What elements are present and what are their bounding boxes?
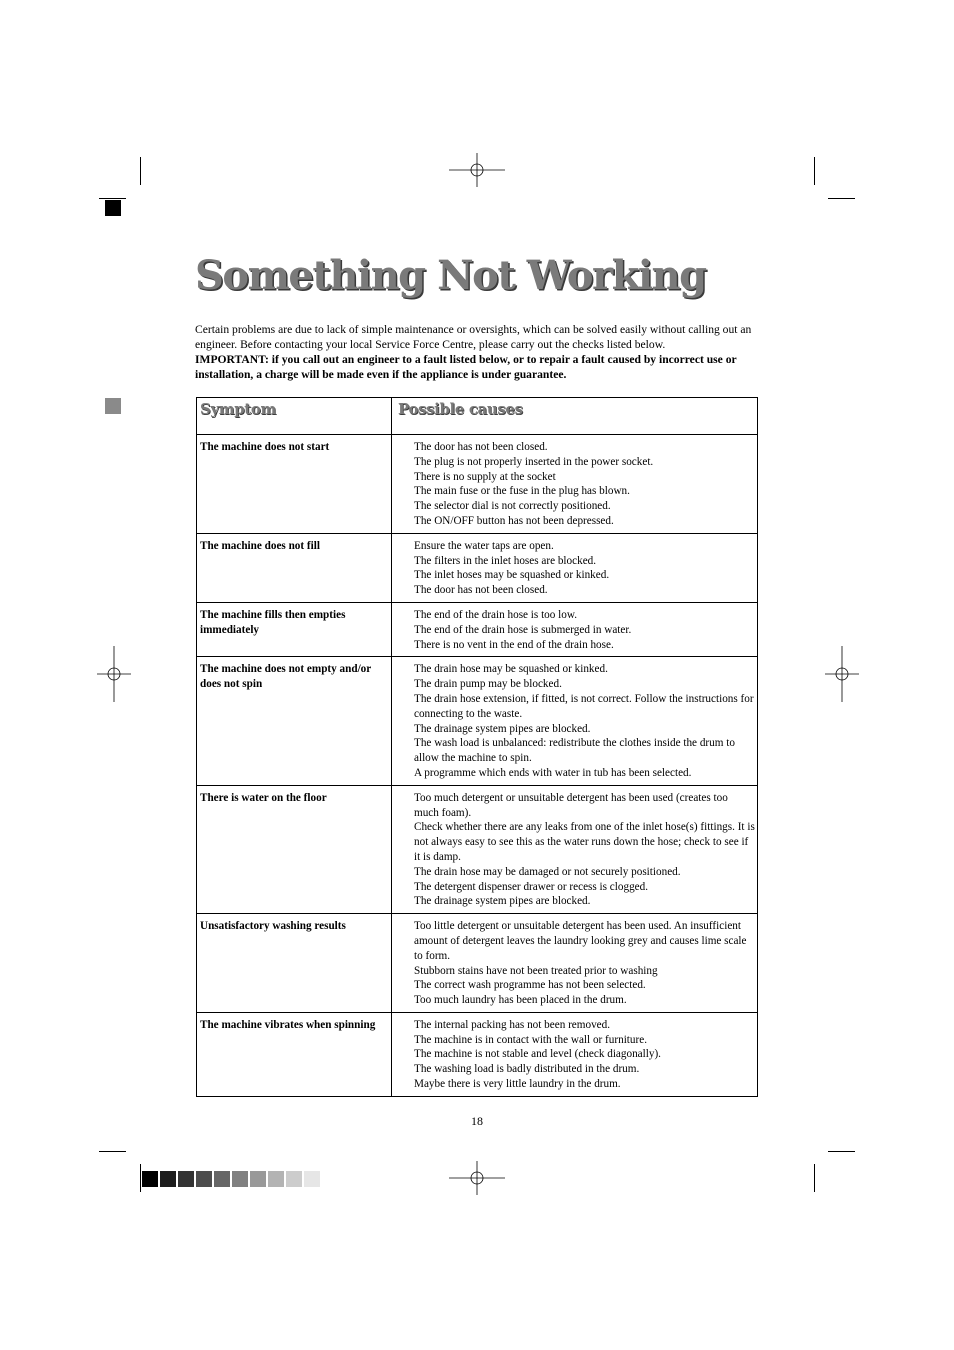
causes-header: Possible causes [392,398,758,435]
important-notice: IMPORTANT: if you call out an engineer to a fault listed below, or to repair a fault caused by incorrect use or installation, a charge will be made even if the appliance is under guarantee. [195,353,737,381]
table-row [197,785,758,913]
symptom-header: Symptom [197,398,392,435]
registration-mark-bottom [449,1161,505,1195]
registration-mark-right [825,646,859,702]
symptom-cell: The machine does not fill [197,533,392,602]
cause-item: The inlet hoses may be squashed or kinked. [414,569,610,582]
cause-item: Too much detergent or unsuitable detergent has been used (creates too much foam). [414,791,728,819]
color-swatch [178,1171,194,1187]
causes-cell [392,1012,758,1096]
cause-item: The main fuse or the fuse in the plug has blown. [414,485,630,498]
cause-item: Maybe there is very little laundry in the drum. [414,1078,621,1091]
crop-mark [99,198,126,199]
cause-item: The correct wash programme has not been selected. [414,979,646,992]
symptom-cell: The machine does not empty and/or does not spin [197,657,392,785]
cause-item: Check whether there are any leaks from one of the inlet hose(s) fittings. It is not always easy to see this as the water runs down the hose; check to see if it is damp. [414,821,755,863]
cause-item: Stubborn stains have not been treated prior to washing [414,964,658,977]
cause-item: The internal packing has not been removed. [414,1018,611,1031]
color-swatch [286,1171,302,1187]
color-swatch [142,1171,158,1187]
cause-item: The wash load is unbalanced: redistribute the clothes inside the drum to allow the machine to spin. [414,737,735,765]
table-row [197,533,758,602]
cause-item: The end of the drain hose is submerged in water. [414,623,632,636]
table-row [197,914,758,1013]
table-header-row [197,398,758,435]
cause-item: The drainage system pipes are blocked. [414,895,591,908]
troubleshooting-table [196,397,758,1097]
registration-mark-top [449,153,505,187]
color-swatch [232,1171,248,1187]
crop-mark [140,157,141,185]
cause-item: The detergent dispenser drawer or recess is clogged. [414,880,649,893]
cause-item: The door has not been closed. [414,584,548,597]
intro-paragraph [195,322,765,382]
cause-item: The plug is not properly inserted in the power socket. [414,455,654,468]
cause-item: Too much laundry has been placed in the drum. [414,994,627,1007]
page-number: 18 [471,1114,483,1128]
symptom-cell: The machine fills then empties immediately [197,602,392,656]
symptom-cell: The machine does not start [197,435,392,534]
causes-cell [392,785,758,913]
cause-item: Too little detergent or unsuitable detergent has been used. An insufficient amount of detergent leaves the laundry looking grey and causes lime scale to form. [414,920,747,962]
crop-mark [140,1164,141,1192]
crop-mark [814,1164,815,1192]
cause-item: The washing load is badly distributed in the drum. [414,1063,640,1076]
cause-item: The drain pump may be blocked. [414,678,562,691]
cause-item: The drain hose may be damaged or not securely positioned. [414,865,681,878]
section-marker-gray [105,398,121,414]
crop-mark [99,1151,126,1152]
causes-cell [392,533,758,602]
table-row [197,602,758,656]
cause-item: The machine is not stable and level (check diagonally). [414,1048,661,1061]
cause-item: The drain hose may be squashed or kinked. [414,663,608,676]
intro-text: Certain problems are due to lack of simple maintenance or oversights, which can be solved easily without calling out an engineer. Before contacting your local Service Force Centre, please carry out the checks listed below. [195,323,752,351]
crop-mark [814,157,815,185]
symptom-cell: Unsatisfactory washing results [197,914,392,1013]
table-row [197,1012,758,1096]
cause-item: Ensure the water taps are open. [414,539,554,552]
cause-item: A programme which ends with water in tub has been selected. [414,766,692,779]
symptom-cell: The machine vibrates when spinning [197,1012,392,1096]
cause-item: The ON/OFF button has not been depressed. [414,514,614,527]
color-swatch [160,1171,176,1187]
color-swatch [304,1171,320,1187]
cause-item: There is no supply at the socket [414,470,556,483]
cause-item: The end of the drain hose is too low. [414,608,578,621]
cause-item: The door has not been closed. [414,441,548,453]
cause-item: The drain hose extension, if fitted, is not correct. Follow the instructions for connecting to the waste. [414,692,754,720]
registration-mark-left [97,646,131,702]
crop-mark [828,1151,855,1152]
causes-cell [392,435,758,534]
color-swatch [268,1171,284,1187]
causes-cell [392,602,758,656]
cause-item: There is no vent in the end of the drain hose. [414,638,614,651]
table-row [197,657,758,785]
color-swatch [214,1171,230,1187]
table-row [197,435,758,534]
page-title: Something Not Working [195,252,706,299]
crop-mark [828,198,855,199]
symptom-cell: There is water on the floor [197,785,392,913]
cause-item: The selector dial is not correctly positioned. [414,500,611,513]
cause-item: The machine is in contact with the wall or furniture. [414,1033,647,1046]
causes-cell [392,914,758,1013]
causes-cell [392,657,758,785]
cause-item: The filters in the inlet hoses are blocked. [414,554,597,567]
color-swatch [196,1171,212,1187]
color-swatch [250,1171,266,1187]
cause-item: The drainage system pipes are blocked. [414,722,591,735]
section-marker-black [105,200,121,216]
